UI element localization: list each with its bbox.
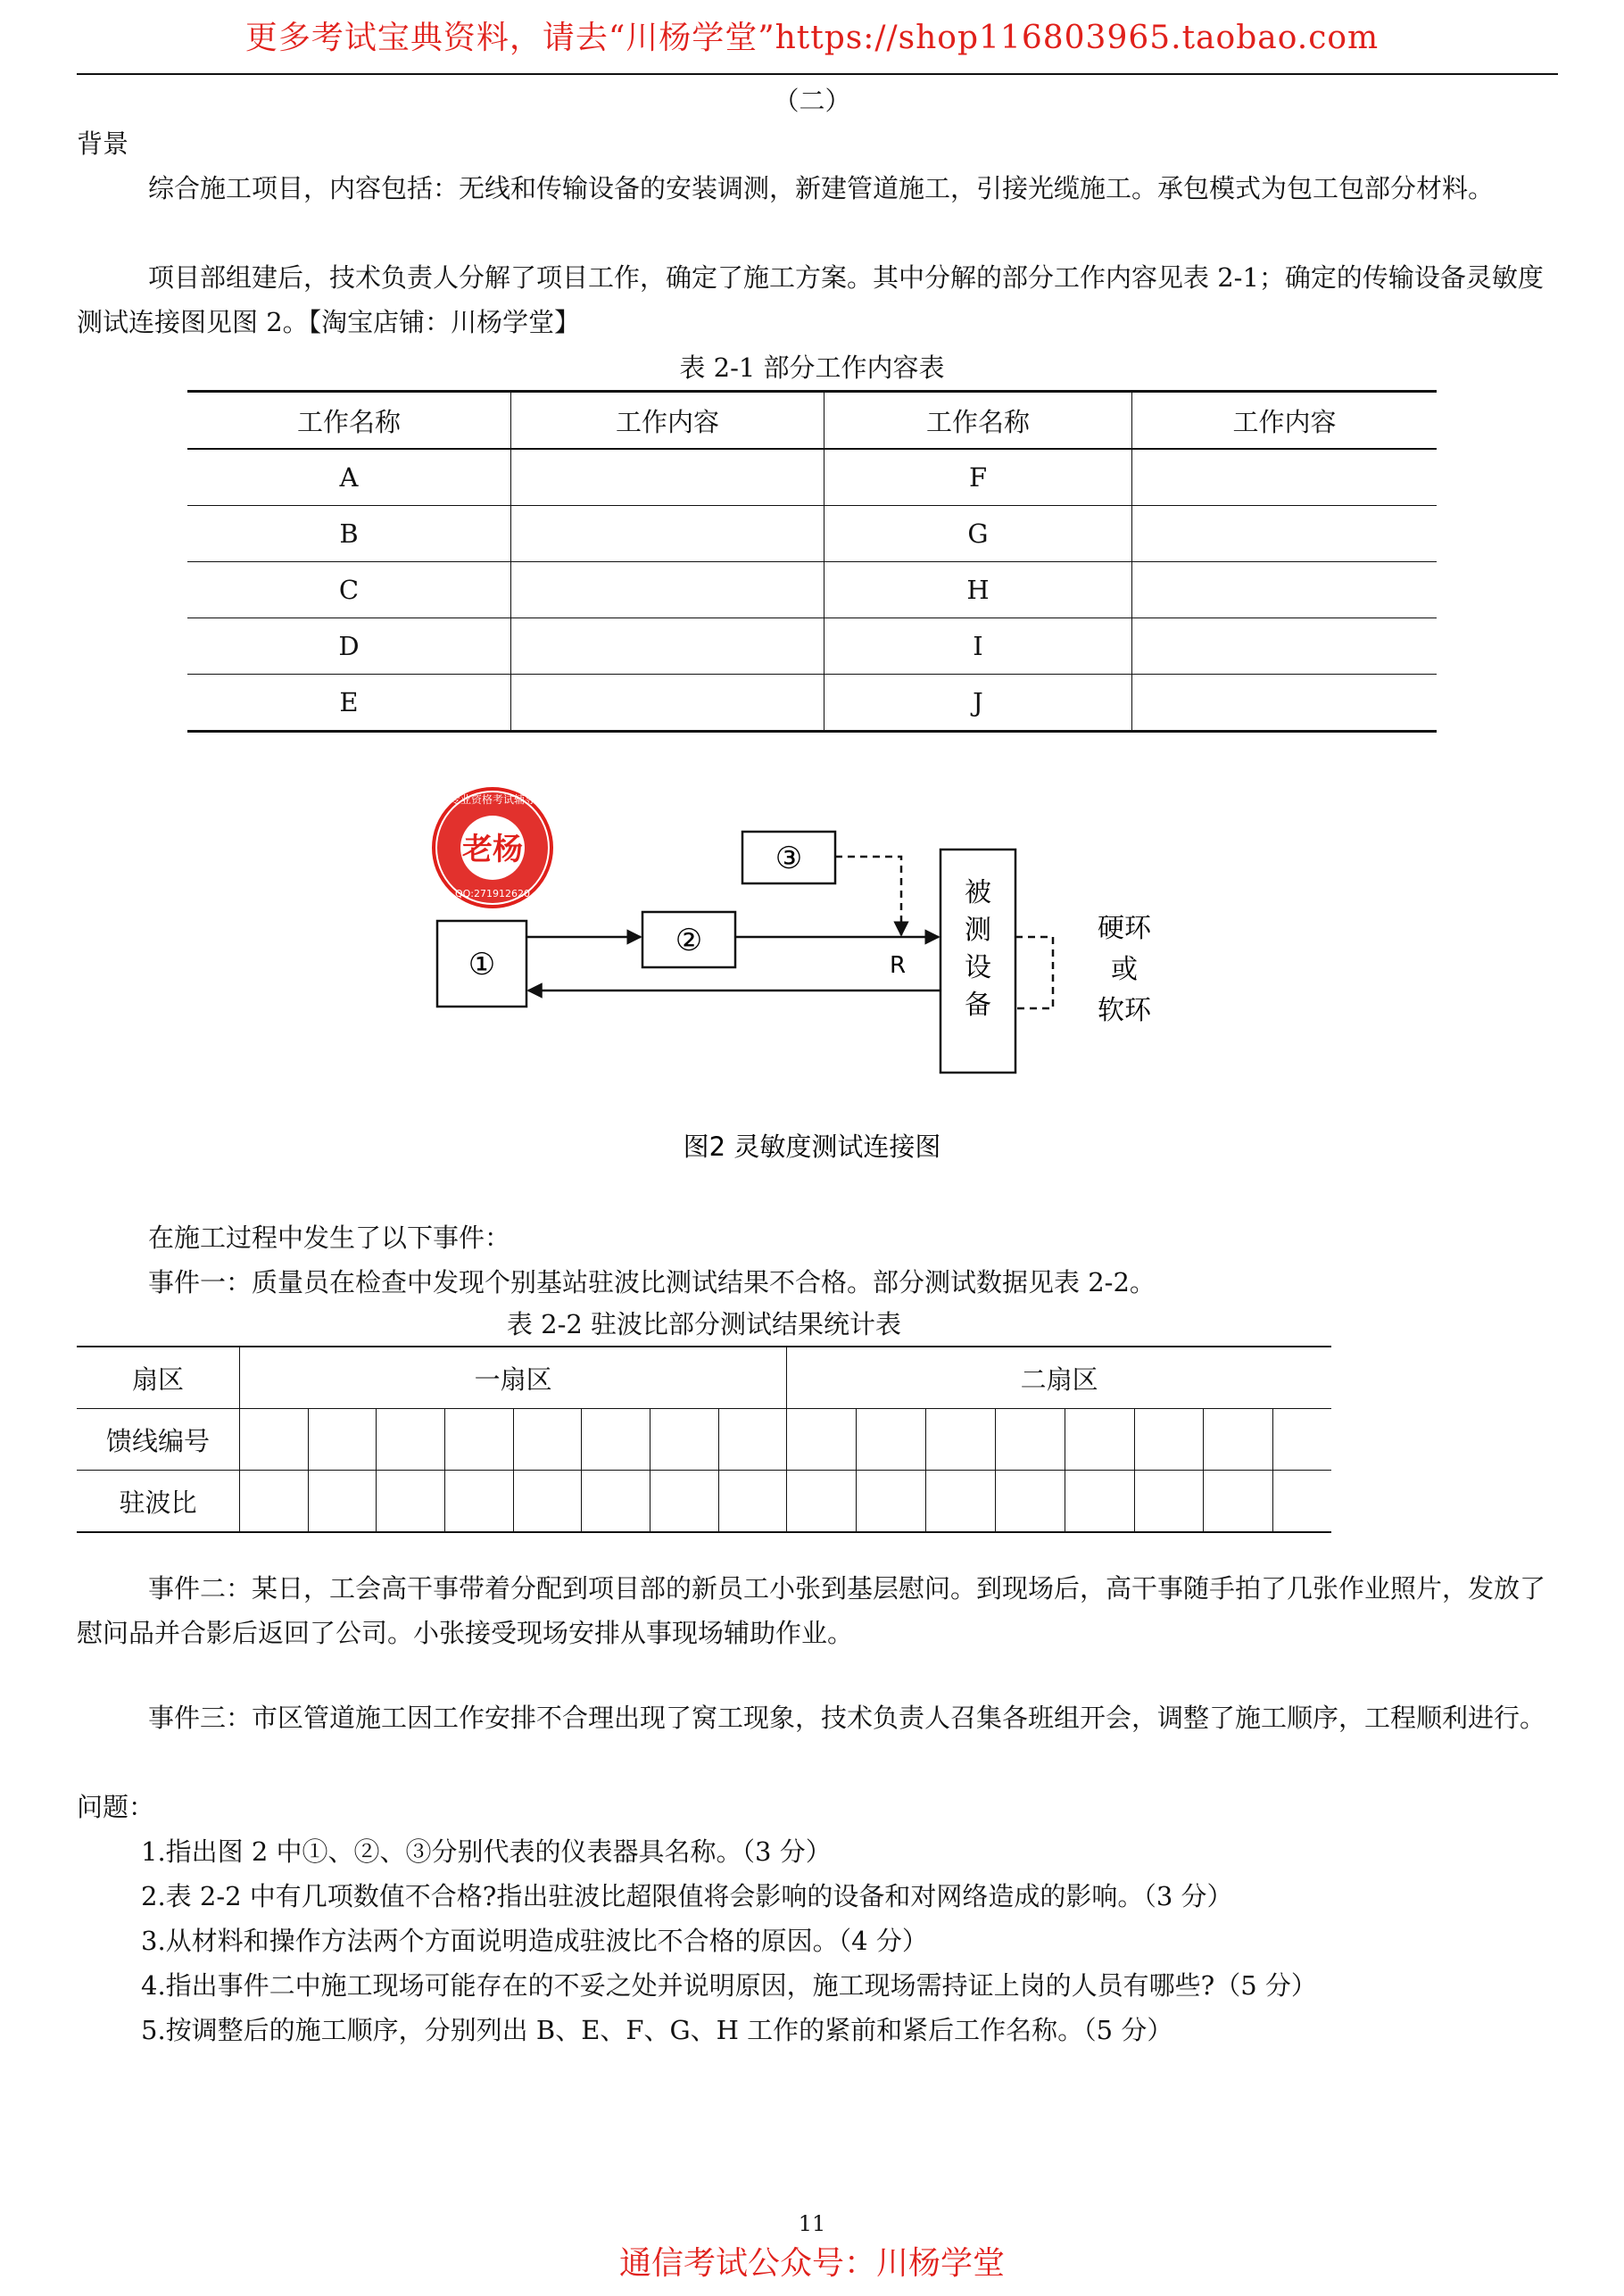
table-cell bbox=[787, 1409, 857, 1471]
table-cell bbox=[582, 1409, 650, 1471]
table-cell bbox=[582, 1471, 650, 1533]
table-cell bbox=[1134, 1471, 1204, 1533]
instrument-box-3-label: ③ bbox=[775, 841, 803, 876]
table-cell bbox=[1132, 506, 1438, 562]
vswr-table bbox=[77, 1346, 1331, 1533]
table-cell bbox=[1273, 1409, 1331, 1471]
device-label-char: 测 bbox=[965, 915, 991, 946]
table-cell bbox=[718, 1409, 787, 1471]
connector-3-to-r bbox=[835, 857, 901, 935]
table-cell bbox=[308, 1471, 377, 1533]
background-heading: 背景 bbox=[77, 128, 129, 159]
table-cell: G bbox=[824, 506, 1132, 562]
question-2: 2.表 2-2 中有几项数值不合格?指出驻波比超限值将会影响的设备和对网络造成的影响。（3 分） bbox=[141, 1881, 1233, 1911]
table-cell bbox=[995, 1409, 1065, 1471]
table-cell: J bbox=[824, 675, 1132, 732]
table-row bbox=[187, 506, 1437, 562]
table-cell bbox=[1132, 675, 1438, 732]
teacher-seal bbox=[434, 789, 551, 907]
event-3: 事件三：市区管道施工因工作安排不合理出现了窝工现象，技术负责人召集各班组开会，调整了施工顺序，工程顺利进行。 bbox=[148, 1703, 1546, 1733]
loop-label: 或 bbox=[1111, 954, 1138, 985]
event-2: 事件二：某日，工会高干事带着分配到项目部的新员工小张到基层慰问。到现场后，高干事随手拍了几张作业照片，发放了慰问品并合影后返回了公司。小张接受现场安排从事现场辅助作业。 bbox=[77, 1573, 1546, 1648]
table-cell bbox=[511, 506, 824, 562]
table-cell: B bbox=[187, 506, 511, 562]
table-cell bbox=[308, 1409, 377, 1471]
column-header: 工作内容 bbox=[1132, 392, 1438, 450]
events-intro: 在施工过程中发生了以下事件： bbox=[148, 1223, 511, 1253]
table-cell bbox=[240, 1471, 309, 1533]
table-cell bbox=[444, 1471, 513, 1533]
table-cell bbox=[511, 675, 824, 732]
column-header: 工作名称 bbox=[824, 392, 1132, 450]
table-cell bbox=[1132, 562, 1438, 618]
row-label: 扇区 bbox=[77, 1347, 240, 1409]
table-cell: C bbox=[187, 562, 511, 618]
table-row bbox=[187, 449, 1437, 506]
seal-qq-text: QQ:271912620 bbox=[454, 888, 531, 899]
seal-center-text: 老杨 bbox=[462, 832, 523, 867]
table-cell: D bbox=[187, 618, 511, 675]
table-cell bbox=[240, 1409, 309, 1471]
device-label-char: 备 bbox=[965, 990, 991, 1021]
device-label-char: 被 bbox=[965, 877, 991, 908]
work-content-table bbox=[187, 390, 1437, 733]
table-row bbox=[77, 1471, 1331, 1533]
question-3: 3.从材料和操作方法两个方面说明造成驻波比不合格的原因。（4 分） bbox=[141, 1926, 928, 1956]
table-cell: H bbox=[824, 562, 1132, 618]
section-mark: （二） bbox=[773, 86, 851, 116]
table-cell bbox=[1065, 1471, 1134, 1533]
table-cell bbox=[1204, 1409, 1273, 1471]
table-cell: I bbox=[824, 618, 1132, 675]
question-1: 1.指出图 2 中①、②、③分别代表的仪表器具名称。（3 分） bbox=[141, 1836, 832, 1867]
question-4: 4.指出事件二中施工现场可能存在的不妥之处并说明原因，施工现场需持证上岗的人员有哪些?（5 分） bbox=[141, 1970, 1317, 2001]
point-r-label: R bbox=[889, 952, 907, 979]
event-1: 事件一：质量员在检查中发现个别基站驻波比测试结果不合格。部分测试数据见表 2-2。 bbox=[148, 1267, 1156, 1297]
table-cell bbox=[650, 1471, 718, 1533]
sector-2-header: 二扇区 bbox=[787, 1347, 1331, 1409]
table-cell bbox=[1132, 618, 1438, 675]
table-cell: A bbox=[187, 449, 511, 506]
question-5: 5.按调整后的施工顺序，分别列出 B、E、F、G、H 工作的紧前和紧后工作名称。（5 分） bbox=[141, 2015, 1173, 2045]
header-banner: 更多考试宝典资料，请去“川杨学堂”https://shop116803965.taobao.com bbox=[244, 20, 1380, 56]
header-divider bbox=[77, 73, 1558, 75]
table-row bbox=[187, 618, 1437, 675]
page-number: 11 bbox=[798, 2211, 826, 2236]
table-header-row bbox=[187, 392, 1437, 450]
row-label: 驻波比 bbox=[77, 1471, 240, 1533]
table1-caption: 表 2-1 部分工作内容表 bbox=[679, 352, 945, 383]
row-label: 馈线编号 bbox=[77, 1409, 240, 1471]
figure-caption: 图2 灵敏度测试连接图 bbox=[683, 1131, 941, 1162]
column-header: 工作内容 bbox=[511, 392, 824, 450]
table-cell bbox=[1204, 1471, 1273, 1533]
loopback-line bbox=[1015, 937, 1053, 1008]
table-cell bbox=[1134, 1409, 1204, 1471]
table-cell bbox=[718, 1471, 787, 1533]
table-cell bbox=[1132, 449, 1438, 506]
loop-label: 软环 bbox=[1098, 995, 1151, 1026]
table-cell bbox=[511, 618, 824, 675]
column-header: 工作名称 bbox=[187, 392, 511, 450]
table-cell bbox=[926, 1471, 996, 1533]
table-cell bbox=[511, 449, 824, 506]
table-cell bbox=[787, 1471, 857, 1533]
table-cell: E bbox=[187, 675, 511, 732]
loop-label: 硬环 bbox=[1098, 913, 1151, 944]
instrument-box-2-label: ② bbox=[675, 923, 703, 958]
device-label-char: 设 bbox=[965, 952, 991, 983]
questions-heading: 问题： bbox=[77, 1792, 155, 1822]
table-cell bbox=[1273, 1471, 1331, 1533]
instrument-box-1-label: ① bbox=[468, 947, 496, 982]
table-cell bbox=[857, 1409, 926, 1471]
table-row bbox=[77, 1347, 1331, 1409]
table-cell bbox=[513, 1471, 582, 1533]
seal-ring-text: 专业资格考试辅导 bbox=[449, 793, 536, 806]
footer-banner: 通信考试公众号：川杨学堂 bbox=[618, 2245, 1005, 2282]
table-row bbox=[187, 675, 1437, 732]
table-cell bbox=[857, 1471, 926, 1533]
table-row bbox=[187, 562, 1437, 618]
table-row bbox=[77, 1409, 1331, 1471]
table-cell: F bbox=[824, 449, 1132, 506]
table-cell bbox=[1065, 1409, 1134, 1471]
table-cell bbox=[513, 1409, 582, 1471]
background-paragraph-2: 项目部组建后，技术负责人分解了项目工作，确定了施工方案。其中分解的部分工作内容见表 2-1；确定的传输设备灵敏度测试连接图见图 2。【淘宝店铺：川杨学堂】 bbox=[77, 262, 1544, 337]
sector-1-header: 一扇区 bbox=[240, 1347, 787, 1409]
table-cell bbox=[926, 1409, 996, 1471]
table-cell bbox=[511, 562, 824, 618]
table2-caption: 表 2-2 驻波比部分测试结果统计表 bbox=[506, 1309, 902, 1339]
background-paragraph-1: 综合施工项目，内容包括：无线和传输设备的安装调测，新建管道施工，引接光缆施工。承包模式为包工包部分材料。 bbox=[148, 173, 1495, 203]
table-cell bbox=[995, 1471, 1065, 1533]
table-cell bbox=[444, 1409, 513, 1471]
table-cell bbox=[377, 1471, 445, 1533]
table-cell bbox=[377, 1409, 445, 1471]
sensitivity-test-diagram bbox=[393, 767, 1249, 1178]
table-cell bbox=[650, 1409, 718, 1471]
